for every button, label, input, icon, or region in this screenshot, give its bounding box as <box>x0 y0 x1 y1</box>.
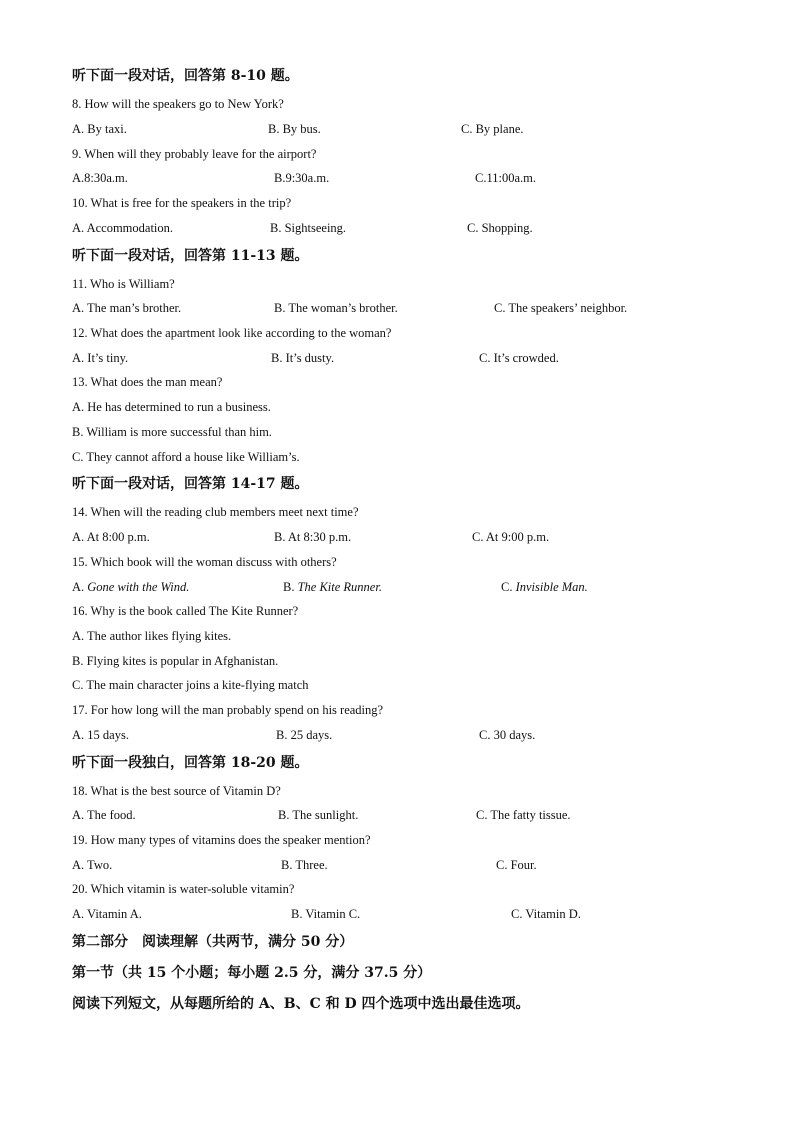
q17-option-c: C. 30 days. <box>479 728 536 742</box>
q18-option-b: B. The sunlight. <box>278 808 359 822</box>
question-8: 8. How will the speakers go to New York? <box>72 97 284 111</box>
q16-option-c: C. The main character joins a kite-flying match <box>72 678 309 692</box>
q16-option-a: A. The author likes flying kites. <box>72 629 232 643</box>
q20-option-c: C. Vitamin D. <box>511 907 581 921</box>
question-10: 10. What is free for the speakers in the trip? <box>72 196 292 210</box>
q14-option-b: B. At 8:30 p.m. <box>274 530 352 544</box>
q12-option-c: C. It’s crowded. <box>479 351 559 365</box>
q20-option-b: B. Vitamin C. <box>291 907 361 921</box>
q18-option-a: A. The food. <box>72 808 136 822</box>
question-11: 11. Who is William? <box>72 277 175 291</box>
question-20: 20. Which vitamin is water-soluble vitamin? <box>72 882 295 896</box>
reading-instructions: 阅读下列短文，从每题所给的 A、B、C 和 D 四个选项中选出最佳选项。 <box>72 996 530 1012</box>
question-16: 16. Why is the book called The Kite Runner? <box>72 604 299 618</box>
q13-option-b: B. William is more successful than him. <box>72 425 272 439</box>
question-14: 14. When will the reading club members meet next time? <box>72 505 359 519</box>
q9-option-c: C.11:00a.m. <box>475 171 536 185</box>
section-one-heading: 第一节（共 15 个小题；每小题 2.5 分，满分 37.5 分） <box>72 965 432 981</box>
q9-option-a: A.8:30a.m. <box>72 171 128 185</box>
section-heading-18-20: 听下面一段独白，回答第 18-20 题。 <box>72 755 309 771</box>
q15-option-c <box>501 579 588 595</box>
q11-option-c: C. The speakers’ neighbor. <box>494 301 628 315</box>
q15-option-a <box>72 579 189 595</box>
q13-option-c: C. They cannot afford a house like William’s. <box>72 450 300 464</box>
question-19: 19. How many types of vitamins does the speaker mention? <box>72 833 371 847</box>
q15-option-b-letter: B. <box>283 580 298 594</box>
q17-option-a: A. 15 days. <box>72 728 129 742</box>
section-heading-11-13: 听下面一段对话，回答第 11-13 题。 <box>72 248 309 264</box>
q20-option-a: A. Vitamin A. <box>72 907 142 921</box>
q19-option-c: C. Four. <box>496 858 537 872</box>
q15-option-b <box>283 579 382 595</box>
q10-option-b: B. Sightseeing. <box>270 221 347 235</box>
q19-option-b: B. Three. <box>281 858 328 872</box>
q12-option-b: B. It’s dusty. <box>271 351 335 365</box>
q10-option-c: C. Shopping. <box>467 221 533 235</box>
question-17: 17. For how long will the man probably spend on his reading? <box>72 703 384 717</box>
q8-option-c: C. By plane. <box>461 122 524 136</box>
q10-option-a: A. Accommodation. <box>72 221 174 235</box>
q8-option-a: A. By taxi. <box>72 122 127 136</box>
q15-option-a-letter: A. <box>72 580 88 594</box>
q15-option-c-title: Invisible Man. <box>515 580 588 594</box>
question-12: 12. What does the apartment look like according to the woman? <box>72 326 392 340</box>
q14-option-c: C. At 9:00 p.m. <box>472 530 550 544</box>
q9-option-b: B.9:30a.m. <box>274 171 330 185</box>
q11-option-b: B. The woman’s brother. <box>274 301 398 315</box>
q18-option-c: C. The fatty tissue. <box>476 808 571 822</box>
q19-option-a: A. Two. <box>72 858 113 872</box>
q15-option-c-letter: C. <box>501 580 516 594</box>
q8-option-b: B. By bus. <box>268 122 321 136</box>
q17-option-b: B. 25 days. <box>276 728 333 742</box>
question-13: 13. What does the man mean? <box>72 375 223 389</box>
q15-option-a-title: Gone with the Wind. <box>87 580 190 594</box>
question-9: 9. When will they probably leave for the airport? <box>72 147 317 161</box>
q16-option-b: B. Flying kites is popular in Afghanistan. <box>72 654 279 668</box>
q15-option-b-title: The Kite Runner. <box>297 580 382 594</box>
q11-option-a: A. The man’s brother. <box>72 301 182 315</box>
part-two-heading: 第二部分 阅读理解（共两节，满分 50 分） <box>72 934 354 950</box>
q13-option-a: A. He has determined to run a business. <box>72 400 271 414</box>
q12-option-a: A. It’s tiny. <box>72 351 129 365</box>
question-18: 18. What is the best source of Vitamin D? <box>72 784 281 798</box>
section-heading-14-17: 听下面一段对话，回答第 14-17 题。 <box>72 476 309 492</box>
section-heading-8-10: 听下面一段对话，回答第 8-10 题。 <box>72 68 299 84</box>
q14-option-a: A. At 8:00 p.m. <box>72 530 150 544</box>
question-15: 15. Which book will the woman discuss with others? <box>72 555 337 569</box>
